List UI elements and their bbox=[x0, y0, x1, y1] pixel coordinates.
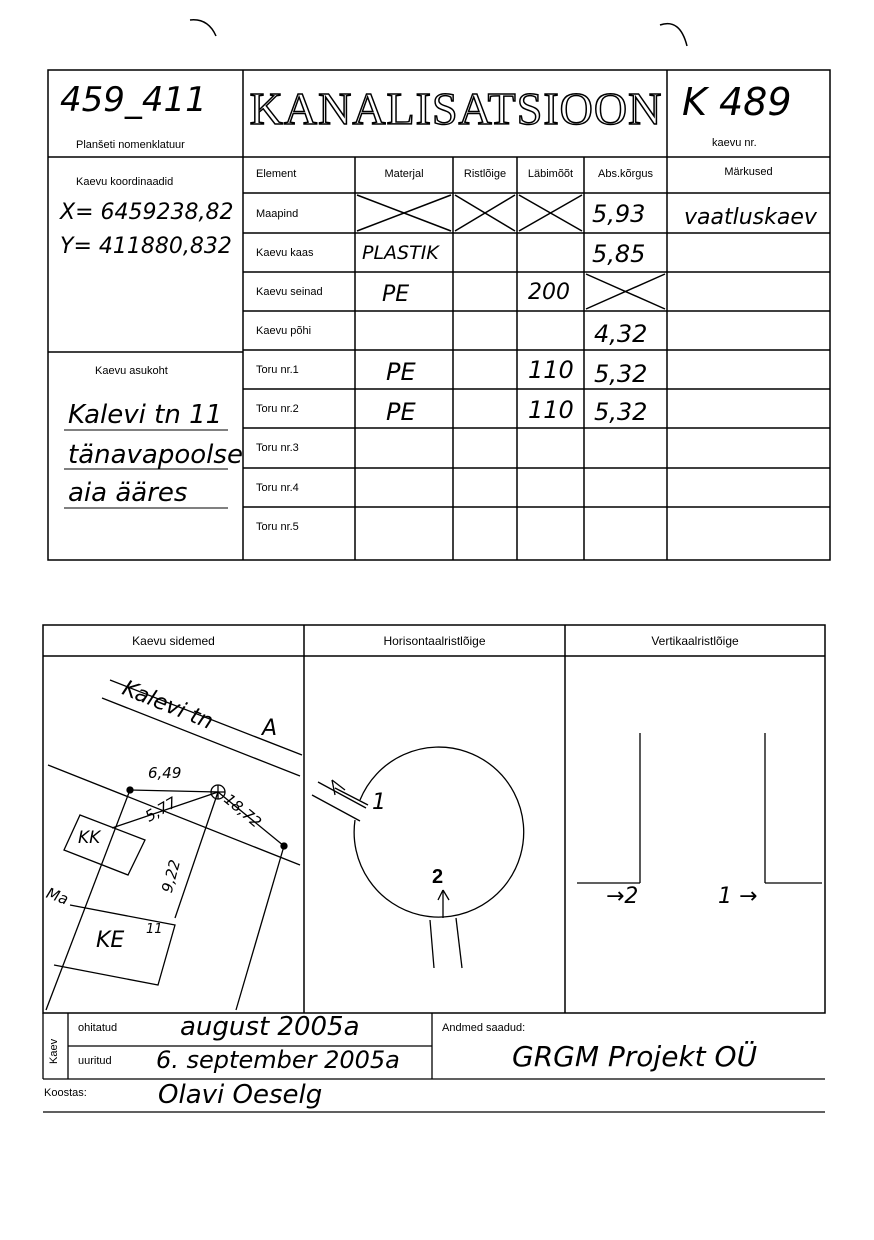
cell-markused-maapind: vaatluskaev bbox=[684, 205, 817, 230]
section-vertical-label: Vertikaalristlõige bbox=[651, 634, 739, 648]
sheet-number: 459_411 bbox=[60, 80, 207, 120]
sketch-ke: KE bbox=[96, 928, 125, 953]
row-element: Toru nr.2 bbox=[256, 403, 299, 415]
cell-labimoot-toru1: 110 bbox=[528, 356, 574, 384]
vertical-pipe-2-label: →2 bbox=[606, 884, 639, 909]
row-element: Toru nr.4 bbox=[256, 482, 299, 494]
data-source-label: Andmed saadud: bbox=[442, 1022, 526, 1034]
pipe-1-label: 1 bbox=[372, 790, 386, 815]
cell-abs-toru2: 5,32 bbox=[594, 398, 648, 426]
col-header-materjal: Materjal bbox=[384, 168, 424, 180]
sketch-distance-4: 9,22 bbox=[158, 857, 185, 895]
location-label: Kaevu asukoht bbox=[95, 365, 168, 377]
compiler-label: Koostas: bbox=[44, 1087, 87, 1099]
pipe-2-label: 2 bbox=[432, 866, 444, 888]
examined-label: uuritud bbox=[78, 1055, 112, 1067]
col-header-labimoot: Läbimõõt bbox=[527, 168, 574, 180]
section-horizontal-label: Horisontaalristlõige bbox=[383, 634, 486, 648]
col-header-element: Element bbox=[256, 168, 297, 180]
location-line-2: tänavapoolse bbox=[68, 440, 243, 470]
location-line-3: aia ääres bbox=[68, 478, 188, 508]
sketch-marker-a: A bbox=[262, 716, 278, 741]
inspected-label: ohitatud bbox=[78, 1022, 118, 1034]
cell-labimoot-toru2: 110 bbox=[528, 396, 574, 424]
compiler-value: Olavi Oeselg bbox=[158, 1080, 323, 1110]
cell-materjal-kaas: PLASTIK bbox=[362, 242, 439, 264]
well-number: K 489 bbox=[682, 80, 792, 124]
row-element: Toru nr.3 bbox=[256, 442, 299, 454]
cell-abs-toru1: 5,32 bbox=[594, 360, 648, 388]
sketch-kk: KK bbox=[78, 828, 101, 848]
row-element: Maapind bbox=[256, 208, 299, 220]
row-element: Kaevu seinad bbox=[256, 286, 323, 298]
row-element: Toru nr.1 bbox=[256, 364, 299, 376]
cell-abs-pohi: 4,32 bbox=[594, 320, 648, 348]
cell-labimoot-seinad: 200 bbox=[528, 280, 570, 305]
sketch-distance-2: 5,77 bbox=[142, 793, 180, 826]
cell-materjal-toru2: PE bbox=[386, 398, 416, 426]
sketch-distance-3: 18,72 bbox=[220, 790, 265, 832]
row-element: Kaevu kaas bbox=[256, 247, 314, 259]
cell-abs-kaas: 5,85 bbox=[592, 240, 646, 268]
inspected-value: august 2005a bbox=[180, 1012, 360, 1042]
sketch-street: Kalevi tn bbox=[118, 676, 217, 735]
location-line-1: Kalevi tn 11 bbox=[68, 400, 223, 430]
footer-side-label: Kaev bbox=[48, 1038, 60, 1064]
section-links-label: Kaevu sidemed bbox=[132, 634, 215, 648]
sketch-distance-1: 6,49 bbox=[148, 764, 182, 782]
sketch-ma: Ma bbox=[43, 884, 71, 909]
vertical-pipe-1-label: 1 → bbox=[718, 884, 758, 909]
sketch-house-number: 11 bbox=[146, 922, 163, 937]
coordinate-x: X= 6459238,82 bbox=[60, 200, 234, 225]
cell-materjal-seinad: PE bbox=[382, 282, 410, 307]
sheet-label: Planšeti nomenklatuur bbox=[76, 139, 185, 151]
data-source-value: GRGM Projekt OÜ bbox=[512, 1040, 758, 1073]
col-header-ristloige: Ristlõige bbox=[463, 168, 507, 180]
cell-materjal-toru1: PE bbox=[386, 358, 416, 386]
col-header-abs: Abs.kõrgus bbox=[597, 168, 654, 180]
form-title: KANALISATSIOON bbox=[249, 83, 663, 134]
row-element: Toru nr.5 bbox=[256, 521, 299, 533]
cell-abs-maapind: 5,93 bbox=[592, 200, 646, 228]
coordinates-label: Kaevu koordinaadid bbox=[76, 176, 174, 188]
row-element: Kaevu põhi bbox=[256, 325, 312, 337]
well-label: kaevu nr. bbox=[712, 137, 757, 149]
examined-value: 6. september 2005a bbox=[156, 1046, 400, 1074]
col-header-markused: Märkused bbox=[724, 166, 773, 178]
coordinate-y: Y= 411880,832 bbox=[60, 234, 232, 259]
